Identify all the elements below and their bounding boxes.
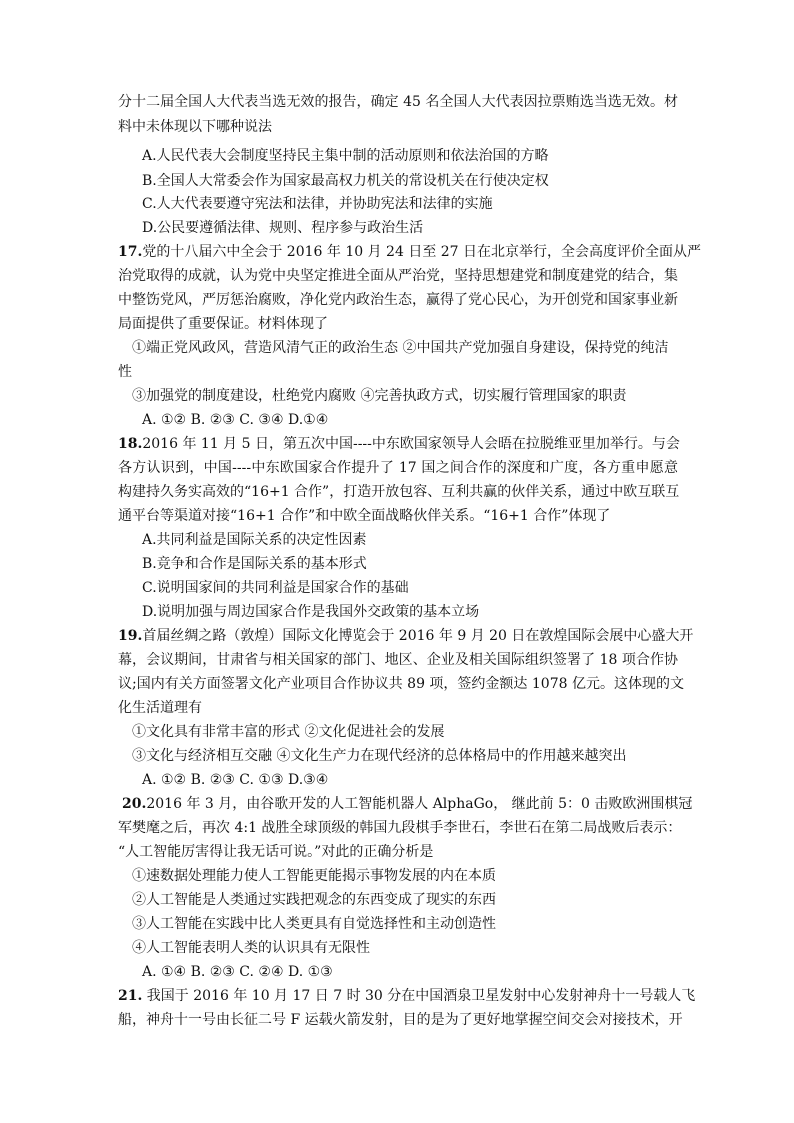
text-line: 幕，会议期间，甘肃省与相关国家的部门、地区、企业及相关国际组织签署了 18 项合作协 xyxy=(118,652,678,668)
question-number: 17. xyxy=(118,244,143,260)
text-line: 局面提供了重要保证。材料体现了 xyxy=(118,316,328,332)
statement-line: ④人工智能表明人类的认识具有无限性 xyxy=(132,940,370,956)
option-b: B.全国人大常委会作为国家最高权力机关的常设机关在行使决定权 xyxy=(142,173,549,189)
option-d: D.公民要遵循法律、规则、程序参与政治生活 xyxy=(142,220,424,236)
question-text: 2016 年 11 月 5 日，第五次中国----中东欧国家领导人会晤在拉脱维亚里加举行。与会 xyxy=(142,436,680,452)
option-c: C.人大代表要遵守宪法和法律，并协助宪法和法律的实施 xyxy=(142,196,493,212)
text-line: 料中未体现以下哪种说法 xyxy=(118,119,272,135)
question-19-line xyxy=(118,626,694,646)
text-line: 性 xyxy=(118,364,132,380)
option-a: A.人民代表大会制度坚持民主集中制的活动原则和依法治国的方略 xyxy=(142,148,549,164)
text-line: 中整饬党风，严厉惩治腐败，净化党内政治生态，赢得了党心民心，为开创党和国家事业新 xyxy=(118,292,678,308)
question-text: 党的十八届六中全会于 2016 年 10 月 24 日至 27 日在北京举行，全会高度评价全面从严 xyxy=(142,244,702,260)
question-21-line xyxy=(118,986,696,1006)
answer-choices: A. ①② B. ②③ C. ③④ D.①④ xyxy=(142,412,329,428)
statement-line: ①速数据处理能力使人工智能更能揭示事物发展的内在本质 xyxy=(132,868,496,884)
question-17-line xyxy=(118,242,702,262)
option-c: C.说明国家间的共同利益是国家合作的基础 xyxy=(142,580,409,596)
text-line: 军樊麾之后，再次 4:1 战胜全球顶级的韩国九段棋手李世石，李世石在第二局战败后表示： xyxy=(118,820,682,836)
question-number: 21. xyxy=(118,988,143,1004)
statement-line: ③人工智能在实践中比人类更具有自觉选择性和主动创造性 xyxy=(132,916,496,932)
option-a: A.共同利益是国际关系的决定性因素 xyxy=(142,532,367,548)
option-b: B.竞争和合作是国际关系的基本形式 xyxy=(142,556,367,572)
question-number: 18. xyxy=(118,436,143,452)
question-18-line xyxy=(118,434,678,454)
text-line: 船，神舟十一号由长征二号 F 运载火箭发射，目的是为了更好地掌握空间交会对接技术，开 xyxy=(118,1012,683,1028)
question-text: 我国于 2016 年 10 月 17 日 7 时 30 分在中国酒泉卫星发射中心发射神舟十一号载人飞 xyxy=(142,988,696,1004)
text-line: 议;国内有关方面签署文化产业项目合作协议共 89 项，签约金额达 1078 亿元。这体现的文 xyxy=(118,676,684,692)
text-line: 通平台等渠道对接“16+1 合作”和中欧全面战略伙伴关系。“16+1 合作”体现了 xyxy=(118,508,611,524)
statement-line: ③加强党的制度建设，杜绝党内腐败 ④完善执政方式，切实履行管理国家的职责 xyxy=(132,388,627,404)
text-line: 构建持久务实高效的“16+1 合作”，打造开放包容、互利共赢的伙伴关系，通过中欧互联互 xyxy=(118,484,680,500)
question-text: 首届丝绸之路（敦煌）国际文化博览会于 2016 年 9 月 20 日在敦煌国际会展中心盛大开 xyxy=(142,628,694,644)
option-d: D.说明加强与周边国家合作是我国外交政策的基本立场 xyxy=(142,604,480,620)
statement-line: ③文化与经济相互交融 ④文化生产力在现代经济的总体格局中的作用越来越突出 xyxy=(132,748,627,764)
question-20-line xyxy=(122,794,693,814)
answer-choices: A. ①④ B. ②③ C. ②④ D. ①③ xyxy=(142,964,333,980)
text-line: 化生活道理有 xyxy=(118,700,202,716)
answer-choices: A. ①② B. ②③ C. ①③ D.③④ xyxy=(142,772,329,788)
text-line: 治党取得的成就，认为党中央坚定推进全面从严治党，坚持思想建党和制度建党的结合，集 xyxy=(118,268,678,284)
question-number: 19. xyxy=(118,628,143,644)
text-line: 各方认识到，中国----中东欧国家合作提升了 17 国之间合作的深度和广度，各方重申愿意 xyxy=(118,460,678,476)
statement-line: ②人工智能是人类通过实践把观念的东西变成了现实的东西 xyxy=(132,892,496,908)
text-line: “人工智能厉害得让我无话可说。”对此的正确分析是 xyxy=(118,844,434,860)
text-line: 分十二届全国人大代表当选无效的报告，确定 45 名全国人大代表因拉票贿选当选无效。材 xyxy=(118,94,678,110)
question-text: 2016 年 3 月，由谷歌开发的人工智能机器人 AlphaGo， 继此前 5：0 击败欧洲围棋冠 xyxy=(146,796,693,812)
statement-line: ①端正党风政风，营造风清气正的政治生态 ②中国共产党加强自身建设，保持党的纯洁 xyxy=(132,340,669,356)
question-number: 20. xyxy=(122,796,147,812)
statement-line: ①文化具有非常丰富的形式 ②文化促进社会的发展 xyxy=(132,724,445,740)
